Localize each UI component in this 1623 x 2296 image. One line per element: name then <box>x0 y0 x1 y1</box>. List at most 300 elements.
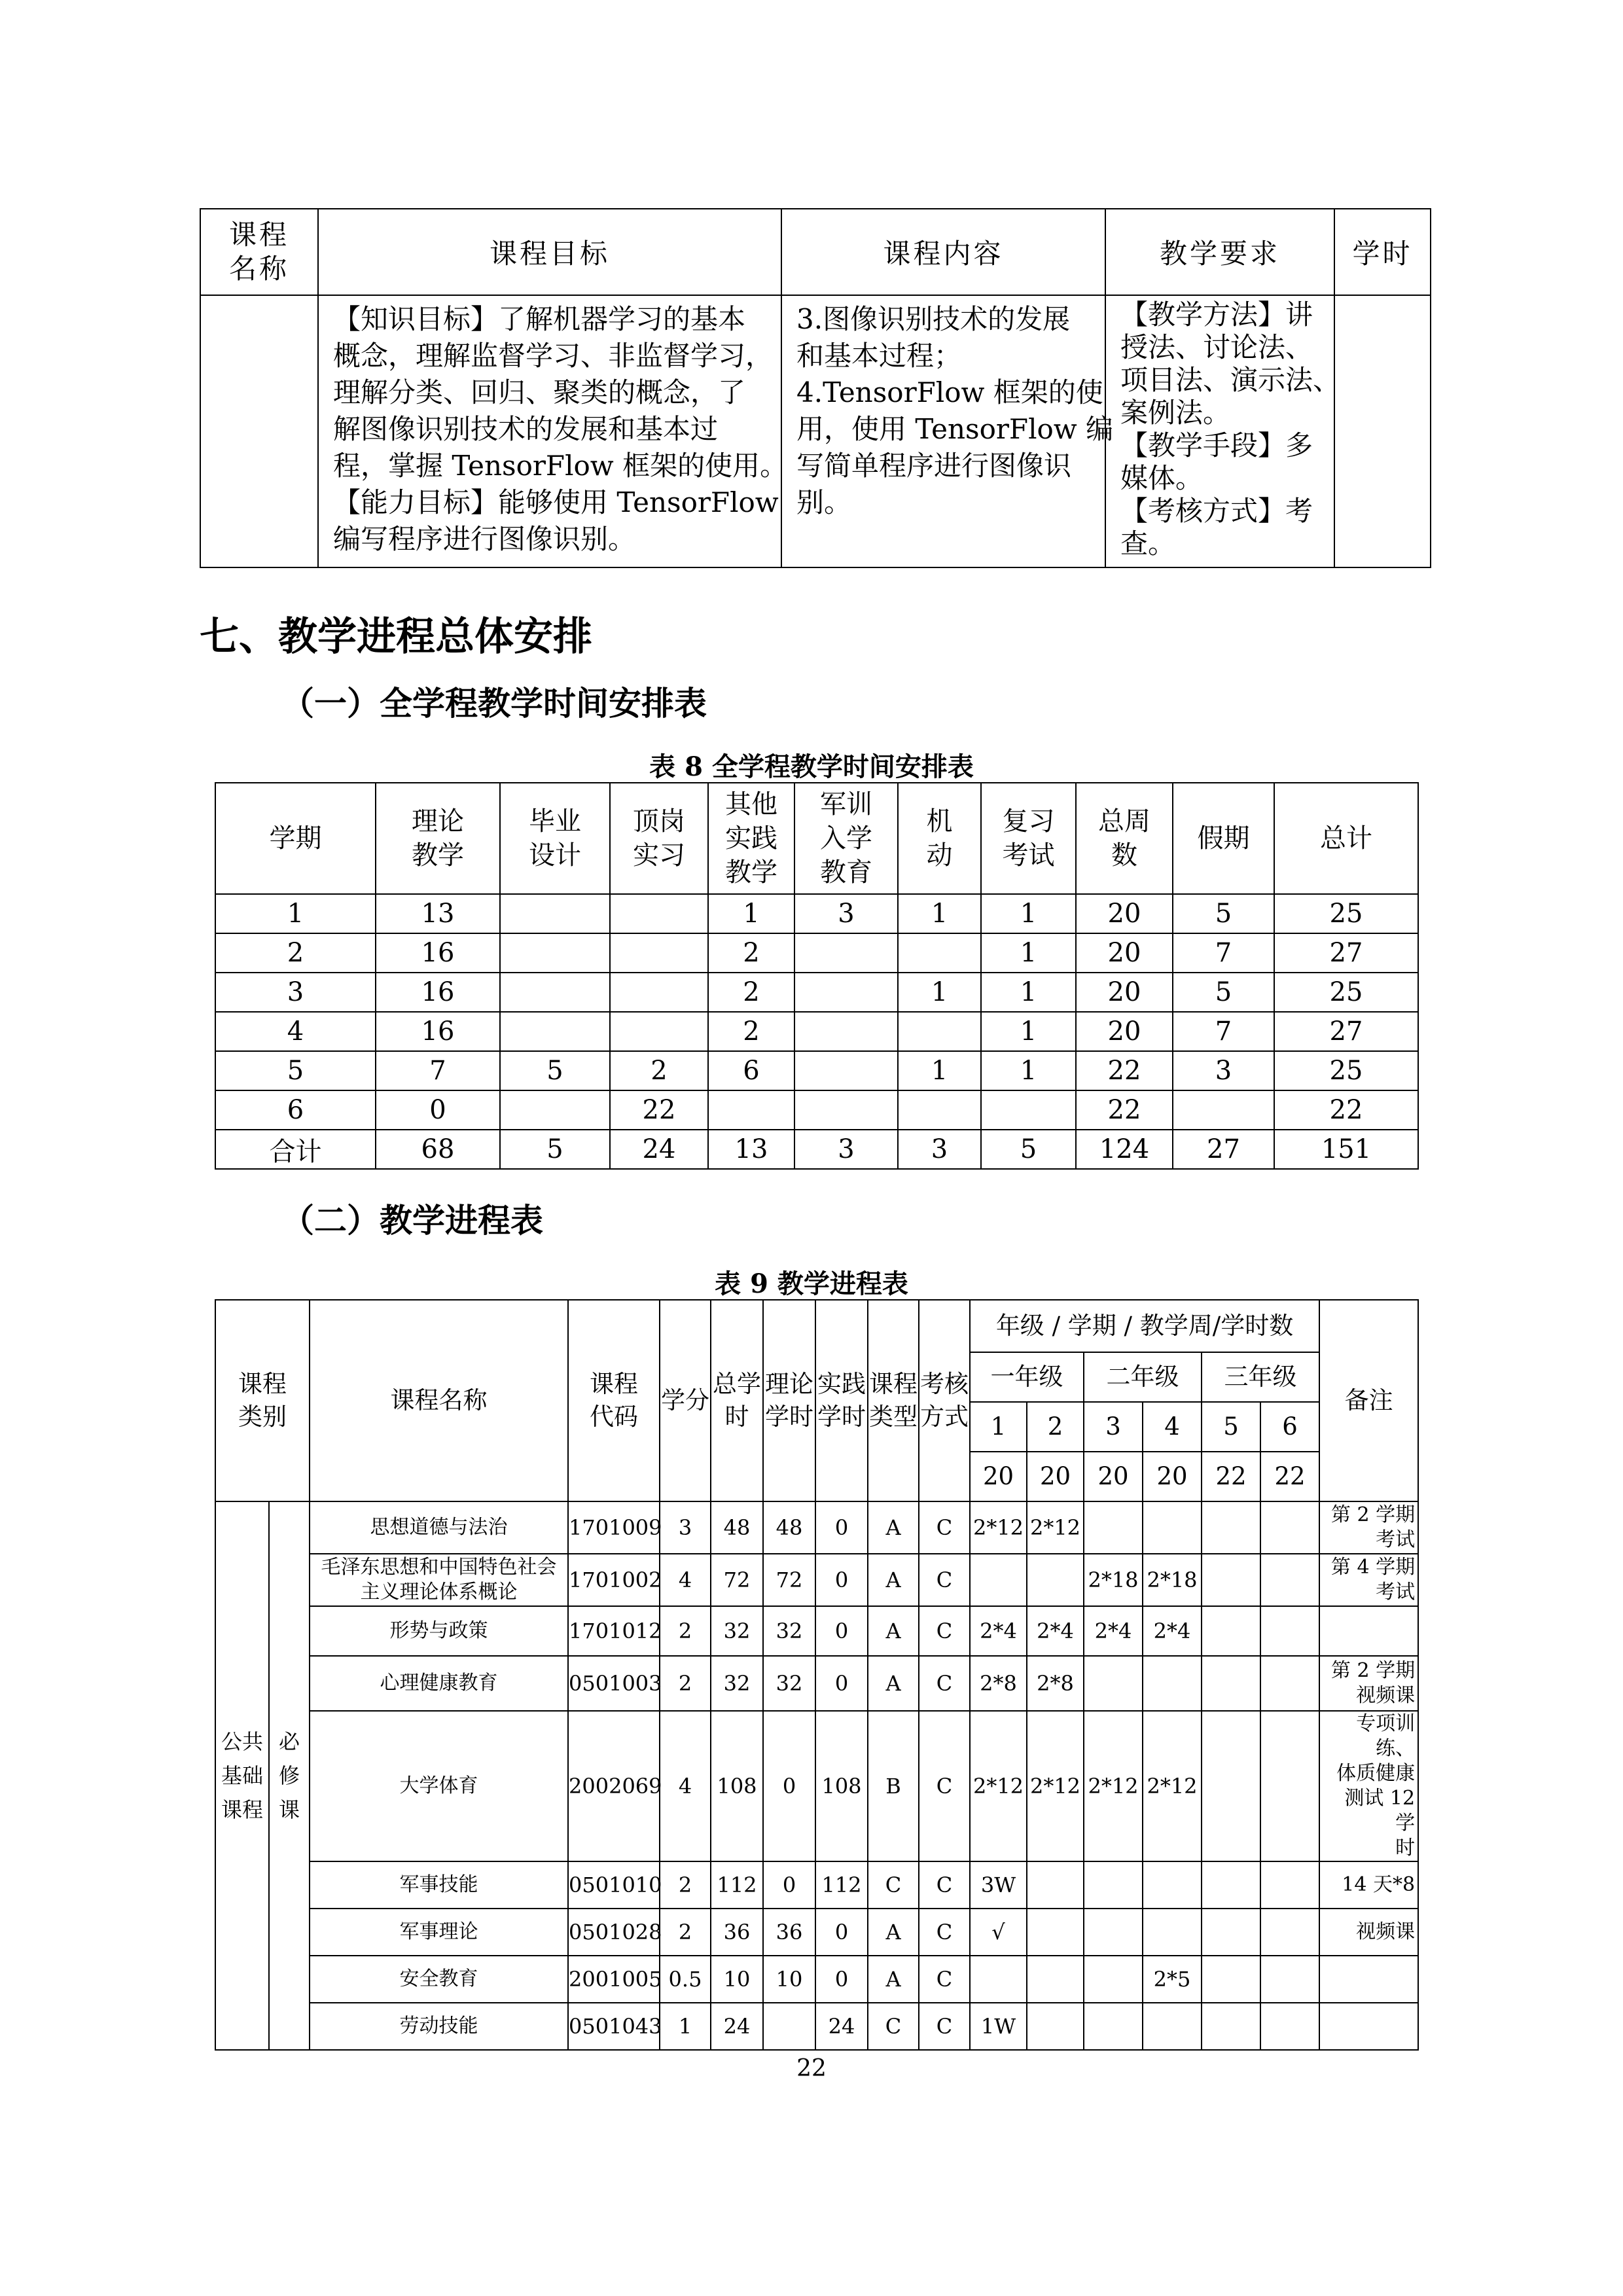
t8-row <box>215 894 1418 933</box>
t8-cell <box>1173 1090 1274 1130</box>
t9-semester-hours <box>1202 2003 1260 2050</box>
t9-header-theory-hours: 理论 学时 <box>763 1300 815 1501</box>
course-name-cell <box>200 295 318 567</box>
t9-semester-hours <box>1027 2003 1084 2050</box>
t9-semester-hours <box>1260 1861 1319 1909</box>
t9-semester-hours <box>1027 1861 1084 1909</box>
t8-cell: 5 <box>500 1130 610 1169</box>
header-hours: 学时 <box>1334 209 1431 295</box>
t9-practice: 24 <box>815 2003 868 2050</box>
t9-name: 军事理论 <box>310 1909 568 1956</box>
course-table <box>200 208 1431 568</box>
t8-cell <box>610 894 708 933</box>
t9-semester-hours <box>1084 1956 1143 2003</box>
goal-line: 理解分类、回归、聚类的概念，了 <box>333 376 746 408</box>
t8-header: 理论 教学 <box>376 783 500 894</box>
t9-semester-hours <box>1260 2003 1319 2050</box>
t8-cell: 22 <box>1076 1051 1173 1090</box>
t8-cell: 1 <box>981 1012 1076 1051</box>
t8-cell: 25 <box>1274 973 1418 1012</box>
t9-credit: 2 <box>660 1909 711 1956</box>
t8-cell <box>794 1012 898 1051</box>
t9-code: 2002069 <box>568 1711 660 1861</box>
t9-remark <box>1319 1606 1418 1656</box>
t8-cell: 68 <box>376 1130 500 1169</box>
t9-semester-hours: 1W <box>970 2003 1027 2050</box>
goal-line: 程，掌握 TensorFlow 框架的使用。 <box>333 450 788 482</box>
t9-code: 0501003 <box>568 1656 660 1711</box>
t9-semester-hours <box>1027 1554 1084 1606</box>
t8-cell: 5 <box>215 1051 376 1090</box>
t9-practice: 0 <box>815 1606 868 1656</box>
t9-code: 0501010 <box>568 1861 660 1909</box>
t8-header: 学期 <box>215 783 376 894</box>
t9-semester-hours <box>970 1554 1027 1606</box>
t8-cell <box>898 1012 981 1051</box>
t8-cell: 3 <box>215 973 376 1012</box>
t9-assess: C <box>919 1606 970 1656</box>
t9-semester-hours <box>1202 1909 1260 1956</box>
t8-header: 总周 数 <box>1076 783 1173 894</box>
t9-semester-hours <box>1143 1909 1202 1956</box>
t8-cell <box>610 973 708 1012</box>
t9-remark <box>1319 2003 1418 2050</box>
t8-cell: 3 <box>898 1130 981 1169</box>
t8-cell: 27 <box>1274 933 1418 973</box>
t9-theory: 48 <box>763 1501 815 1554</box>
t8-header: 毕业 设计 <box>500 783 610 894</box>
content-line: 用，使用 TensorFlow 编 <box>796 413 1114 445</box>
t9-header-semester: 3 <box>1084 1402 1143 1452</box>
t9-remark: 专项训练、 体质健康 测试 12 学 时 <box>1319 1711 1418 1861</box>
t9-semester-hours <box>1202 1711 1260 1861</box>
t9-total: 72 <box>711 1554 763 1606</box>
t9-assess: C <box>919 1711 970 1861</box>
t8-cell <box>500 973 610 1012</box>
t9-type: A <box>868 1501 919 1554</box>
t9-assess: C <box>919 1861 970 1909</box>
t9-category: 公共 基础 课程 <box>215 1501 269 2050</box>
t9-semester-hours <box>1202 1956 1260 2003</box>
t8-row <box>215 1012 1418 1051</box>
t9-credit: 3 <box>660 1501 711 1554</box>
t9-header-year: 一年级 <box>970 1352 1084 1402</box>
t8-cell: 5 <box>981 1130 1076 1169</box>
content-line: 和基本过程； <box>796 340 962 372</box>
t9-type: A <box>868 1656 919 1711</box>
t8-cell: 2 <box>215 933 376 973</box>
t9-assess: C <box>919 1956 970 2003</box>
t8-cell: 25 <box>1274 894 1418 933</box>
t9-remark: 第 2 学期 考试 <box>1319 1501 1418 1554</box>
t9-semester-hours <box>1260 1656 1319 1711</box>
t9-theory <box>763 2003 815 2050</box>
subsection-title-progress: （二）教学进程表 <box>281 1202 543 1240</box>
goal-line: 【能力目标】能够使用 TensorFlow <box>333 486 779 518</box>
t9-header-course-type: 课程 类型 <box>868 1300 919 1501</box>
goal-line: 概念，理解监督学习、非监督学习， <box>333 340 774 372</box>
t9-row <box>215 1909 1418 1956</box>
t9-theory: 0 <box>763 1861 815 1909</box>
t9-credit: 2 <box>660 1606 711 1656</box>
t9-semester-hours <box>1084 1501 1143 1554</box>
t9-semester-hours <box>970 1956 1027 2003</box>
t9-practice: 0 <box>815 1956 868 2003</box>
t8-cell: 0 <box>376 1090 500 1130</box>
goal-line: 编写程序进行图像识别。 <box>333 523 636 555</box>
t9-code: 2001005 <box>568 1956 660 2003</box>
t8-cell: 3 <box>794 1130 898 1169</box>
t9-total: 108 <box>711 1711 763 1861</box>
content-line: 3.图像识别技术的发展 <box>796 303 1071 335</box>
t9-semester-hours: 3W <box>970 1861 1027 1909</box>
t8-cell: 1 <box>898 1051 981 1090</box>
t9-semester-hours: 2*8 <box>970 1656 1027 1711</box>
t9-semester-hours <box>1260 1956 1319 2003</box>
t9-type: B <box>868 1711 919 1861</box>
t9-name: 思想道德与法治 <box>310 1501 568 1554</box>
t9-total: 32 <box>711 1656 763 1711</box>
t9-credit: 0.5 <box>660 1956 711 2003</box>
t9-code: 1701012 <box>568 1606 660 1656</box>
t9-semester-hours <box>1143 1861 1202 1909</box>
table8-caption: 表 8 全学程教学时间安排表 <box>649 751 974 782</box>
t9-semester-hours: 2*18 <box>1143 1554 1202 1606</box>
t9-header-weeks: 20 <box>1027 1452 1084 1501</box>
t8-cell: 1 <box>981 1051 1076 1090</box>
t8-cell: 16 <box>376 933 500 973</box>
t9-assess: C <box>919 2003 970 2050</box>
t9-header-weeks: 20 <box>1143 1452 1202 1501</box>
t9-theory: 36 <box>763 1909 815 1956</box>
t9-credit: 1 <box>660 2003 711 2050</box>
t9-semester-hours <box>1202 1606 1260 1656</box>
t8-cell: 27 <box>1173 1130 1274 1169</box>
t9-semester-hours: √ <box>970 1909 1027 1956</box>
requirement-line: 案例法。 <box>1120 397 1231 429</box>
t9-header-weeks: 22 <box>1260 1452 1319 1501</box>
t8-cell: 7 <box>1173 933 1274 973</box>
t8-row <box>215 1090 1418 1130</box>
t9-header-assessment: 考核 方式 <box>919 1300 970 1501</box>
t8-cell: 124 <box>1076 1130 1173 1169</box>
t8-cell: 20 <box>1076 933 1173 973</box>
t8-cell <box>794 1051 898 1090</box>
t8-cell: 151 <box>1274 1130 1418 1169</box>
requirement-line: 【考核方式】考 <box>1120 495 1313 527</box>
course-content-cell <box>781 295 1114 567</box>
header-teaching-requirement: 教学要求 <box>1105 209 1334 295</box>
t8-cell: 3 <box>1173 1051 1274 1090</box>
requirement-line: 项目法、演示法、 <box>1120 364 1341 396</box>
t9-total: 112 <box>711 1861 763 1909</box>
t9-subcategory: 必 修 课 <box>269 1501 310 2050</box>
t8-cell: 3 <box>794 894 898 933</box>
t8-cell <box>981 1090 1076 1130</box>
t8-cell: 22 <box>610 1090 708 1130</box>
t9-theory: 32 <box>763 1606 815 1656</box>
t9-semester-hours <box>1202 1861 1260 1909</box>
t9-name: 毛泽东思想和中国特色社会 主义理论体系概论 <box>310 1554 568 1606</box>
t9-remark: 第 4 学期 考试 <box>1319 1554 1418 1606</box>
t9-assess: C <box>919 1554 970 1606</box>
t9-header-total-hours: 总学 时 <box>711 1300 763 1501</box>
t9-practice: 0 <box>815 1501 868 1554</box>
t8-cell: 20 <box>1076 973 1173 1012</box>
t9-type: A <box>868 1909 919 1956</box>
t8-cell: 1 <box>981 894 1076 933</box>
t9-header-grade-semester: 年级 / 学期 / 教学周/学时数 <box>970 1300 1319 1352</box>
requirement-line: 媒体。 <box>1120 462 1204 494</box>
table9-caption: 表 9 教学进程表 <box>715 1268 908 1299</box>
t9-header-year: 三年级 <box>1202 1352 1319 1402</box>
t9-header-weeks: 22 <box>1202 1452 1260 1501</box>
t9-semester-hours <box>1260 1501 1319 1554</box>
t9-semester-hours: 2*4 <box>1027 1606 1084 1656</box>
t8-cell <box>708 1090 794 1130</box>
t9-semester-hours <box>1202 1554 1260 1606</box>
t9-type: C <box>868 1861 919 1909</box>
t9-type: C <box>868 2003 919 2050</box>
t8-header: 总计 <box>1274 783 1418 894</box>
t8-cell: 6 <box>215 1090 376 1130</box>
t9-row <box>215 1606 1418 1656</box>
t9-semester-hours: 2*5 <box>1143 1956 1202 2003</box>
t8-cell: 16 <box>376 1012 500 1051</box>
header-course-name: 课程 名称 <box>200 209 318 295</box>
requirement-line: 【教学手段】多 <box>1120 429 1313 461</box>
t9-semester-hours <box>1027 1956 1084 2003</box>
t8-header: 复习 考试 <box>981 783 1076 894</box>
page-number: 22 <box>796 2055 827 2082</box>
t8-header: 顶岗 实习 <box>610 783 708 894</box>
t8-cell: 6 <box>708 1051 794 1090</box>
t9-theory: 32 <box>763 1656 815 1711</box>
t9-header-semester: 1 <box>970 1402 1027 1452</box>
t9-total: 36 <box>711 1909 763 1956</box>
header-course-goal: 课程目标 <box>318 209 781 295</box>
t9-name: 形势与政策 <box>310 1606 568 1656</box>
t9-semester-hours <box>1143 2003 1202 2050</box>
t9-semester-hours: 2*12 <box>1027 1711 1084 1861</box>
t9-semester-hours <box>1027 1909 1084 1956</box>
t8-header: 机 动 <box>898 783 981 894</box>
t9-theory: 0 <box>763 1711 815 1861</box>
t9-header-semester: 6 <box>1260 1402 1319 1452</box>
t8-cell: 5 <box>1173 973 1274 1012</box>
t9-remark <box>1319 1956 1418 2003</box>
t9-header-credit: 学分 <box>660 1300 711 1501</box>
goal-line: 【知识目标】了解机器学习的基本 <box>333 303 746 335</box>
t9-assess: C <box>919 1909 970 1956</box>
t9-code: 0501028 <box>568 1909 660 1956</box>
t8-header: 假期 <box>1173 783 1274 894</box>
t9-header-code: 课程 代码 <box>568 1300 660 1501</box>
t9-semester-hours: 2*12 <box>970 1711 1027 1861</box>
t9-type: A <box>868 1606 919 1656</box>
t9-code: 1701009 <box>568 1501 660 1554</box>
t9-semester-hours: 2*12 <box>1143 1711 1202 1861</box>
t9-header-name: 课程名称 <box>310 1300 568 1501</box>
t8-row <box>215 933 1418 973</box>
t9-credit: 2 <box>660 1861 711 1909</box>
t9-row <box>215 1956 1418 2003</box>
t8-cell: 20 <box>1076 894 1173 933</box>
t9-semester-hours <box>1260 1554 1319 1606</box>
t9-semester-hours <box>1202 1501 1260 1554</box>
t9-type: A <box>868 1956 919 2003</box>
goal-line: 解图像识别技术的发展和基本过 <box>333 413 719 445</box>
t9-name: 心理健康教育 <box>310 1656 568 1711</box>
t9-row <box>215 1711 1418 1861</box>
t9-practice: 108 <box>815 1711 868 1861</box>
t9-row <box>215 1554 1418 1606</box>
t9-total: 10 <box>711 1956 763 2003</box>
t9-practice: 0 <box>815 1909 868 1956</box>
t9-semester-hours <box>1084 2003 1143 2050</box>
t8-cell <box>500 933 610 973</box>
t9-total: 48 <box>711 1501 763 1554</box>
t9-code: 1701002 <box>568 1554 660 1606</box>
t8-cell: 24 <box>610 1130 708 1169</box>
t8-cell <box>898 933 981 973</box>
t8-row <box>215 973 1418 1012</box>
t9-row <box>215 2003 1418 2050</box>
t9-theory: 10 <box>763 1956 815 2003</box>
t9-remark: 视频课 <box>1319 1909 1418 1956</box>
t9-name: 安全教育 <box>310 1956 568 2003</box>
t8-cell: 1 <box>898 973 981 1012</box>
t9-header-weeks: 20 <box>970 1452 1027 1501</box>
t9-semester-hours <box>1084 1656 1143 1711</box>
t8-row <box>215 1051 1418 1090</box>
t9-semester-hours <box>1260 1606 1319 1656</box>
t9-semester-hours <box>1143 1501 1202 1554</box>
t9-remark: 14 天*8 <box>1319 1861 1418 1909</box>
t9-name: 劳动技能 <box>310 2003 568 2050</box>
t8-cell: 22 <box>1076 1090 1173 1130</box>
t9-semester-hours: 2*12 <box>1084 1711 1143 1861</box>
t8-cell <box>794 973 898 1012</box>
t9-name: 军事技能 <box>310 1861 568 1909</box>
t8-cell <box>500 1090 610 1130</box>
t9-header-weeks: 20 <box>1084 1452 1143 1501</box>
table9-progress <box>215 1299 1419 2051</box>
t9-code: 0501043 <box>568 2003 660 2050</box>
t8-cell: 1 <box>981 933 1076 973</box>
t8-cell: 13 <box>708 1130 794 1169</box>
t9-practice: 0 <box>815 1656 868 1711</box>
t9-header-semester: 2 <box>1027 1402 1084 1452</box>
t9-row <box>215 1501 1418 1554</box>
t8-cell: 22 <box>1274 1090 1418 1130</box>
t9-semester-hours: 2*4 <box>1143 1606 1202 1656</box>
t8-header: 其他 实践 教学 <box>708 783 794 894</box>
t8-cell: 2 <box>610 1051 708 1090</box>
section-title: 七、教学进程总体安排 <box>200 614 592 660</box>
t8-cell: 4 <box>215 1012 376 1051</box>
course-goal-cell <box>318 295 788 567</box>
content-line: 4.TensorFlow 框架的使 <box>796 376 1103 408</box>
content-line: 别。 <box>796 486 852 518</box>
t9-header-remark: 备注 <box>1319 1300 1418 1501</box>
t9-row <box>215 1656 1418 1711</box>
t9-credit: 4 <box>660 1554 711 1606</box>
t9-type: A <box>868 1554 919 1606</box>
t8-cell <box>500 894 610 933</box>
t8-cell: 7 <box>1173 1012 1274 1051</box>
t8-cell: 1 <box>215 894 376 933</box>
t9-theory: 72 <box>763 1554 815 1606</box>
t9-practice: 0 <box>815 1554 868 1606</box>
t9-semester-hours <box>1084 1861 1143 1909</box>
t8-cell: 5 <box>500 1051 610 1090</box>
t9-header-semester: 5 <box>1202 1402 1260 1452</box>
t9-semester-hours: 2*12 <box>970 1501 1027 1554</box>
t8-cell <box>794 933 898 973</box>
t8-cell: 27 <box>1274 1012 1418 1051</box>
t9-practice: 112 <box>815 1861 868 1909</box>
t8-cell: 合计 <box>215 1130 376 1169</box>
teaching-requirement-cell <box>1105 295 1341 567</box>
t8-header: 军训 入学 教育 <box>794 783 898 894</box>
t8-cell: 7 <box>376 1051 500 1090</box>
t9-name: 大学体育 <box>310 1711 568 1861</box>
t9-semester-hours: 2*8 <box>1027 1656 1084 1711</box>
requirement-line: 查。 <box>1120 528 1176 560</box>
t8-cell: 13 <box>376 894 500 933</box>
t8-cell: 20 <box>1076 1012 1173 1051</box>
t9-header-year: 二年级 <box>1084 1352 1202 1402</box>
t8-cell <box>610 1012 708 1051</box>
t9-assess: C <box>919 1501 970 1554</box>
t8-cell: 25 <box>1274 1051 1418 1090</box>
t9-total: 32 <box>711 1606 763 1656</box>
t9-assess: C <box>919 1656 970 1711</box>
t9-semester-hours: 2*4 <box>1084 1606 1143 1656</box>
requirement-line: 【教学方法】讲 <box>1120 298 1313 331</box>
t9-semester-hours: 2*4 <box>970 1606 1027 1656</box>
table8-schedule <box>215 782 1419 1170</box>
t8-cell: 1 <box>708 894 794 933</box>
t8-cell: 2 <box>708 1012 794 1051</box>
content-line: 写简单程序进行图像识 <box>796 450 1072 482</box>
t8-cell <box>500 1012 610 1051</box>
t8-cell: 16 <box>376 973 500 1012</box>
t9-semester-hours <box>1143 1656 1202 1711</box>
t8-cell: 5 <box>1173 894 1274 933</box>
t9-header-category: 课程 类别 <box>215 1300 310 1501</box>
subsection-title-schedule: （一）全学程教学时间安排表 <box>281 685 707 723</box>
t8-cell: 1 <box>981 973 1076 1012</box>
hours-cell <box>1334 295 1431 567</box>
header-course-content: 课程内容 <box>781 209 1105 295</box>
t9-semester-hours: 2*12 <box>1027 1501 1084 1554</box>
t9-total: 24 <box>711 2003 763 2050</box>
t8-cell <box>794 1090 898 1130</box>
t9-semester-hours: 2*18 <box>1084 1554 1143 1606</box>
t9-semester-hours <box>1084 1909 1143 1956</box>
t8-cell: 2 <box>708 973 794 1012</box>
t8-cell: 2 <box>708 933 794 973</box>
t9-credit: 4 <box>660 1711 711 1861</box>
t8-cell <box>898 1090 981 1130</box>
t9-header-practice-hours: 实践 学时 <box>815 1300 868 1501</box>
requirement-line: 授法、讨论法、 <box>1120 331 1313 363</box>
t9-row <box>215 1861 1418 1909</box>
t9-remark: 第 2 学期 视频课 <box>1319 1656 1418 1711</box>
t8-cell: 1 <box>898 894 981 933</box>
